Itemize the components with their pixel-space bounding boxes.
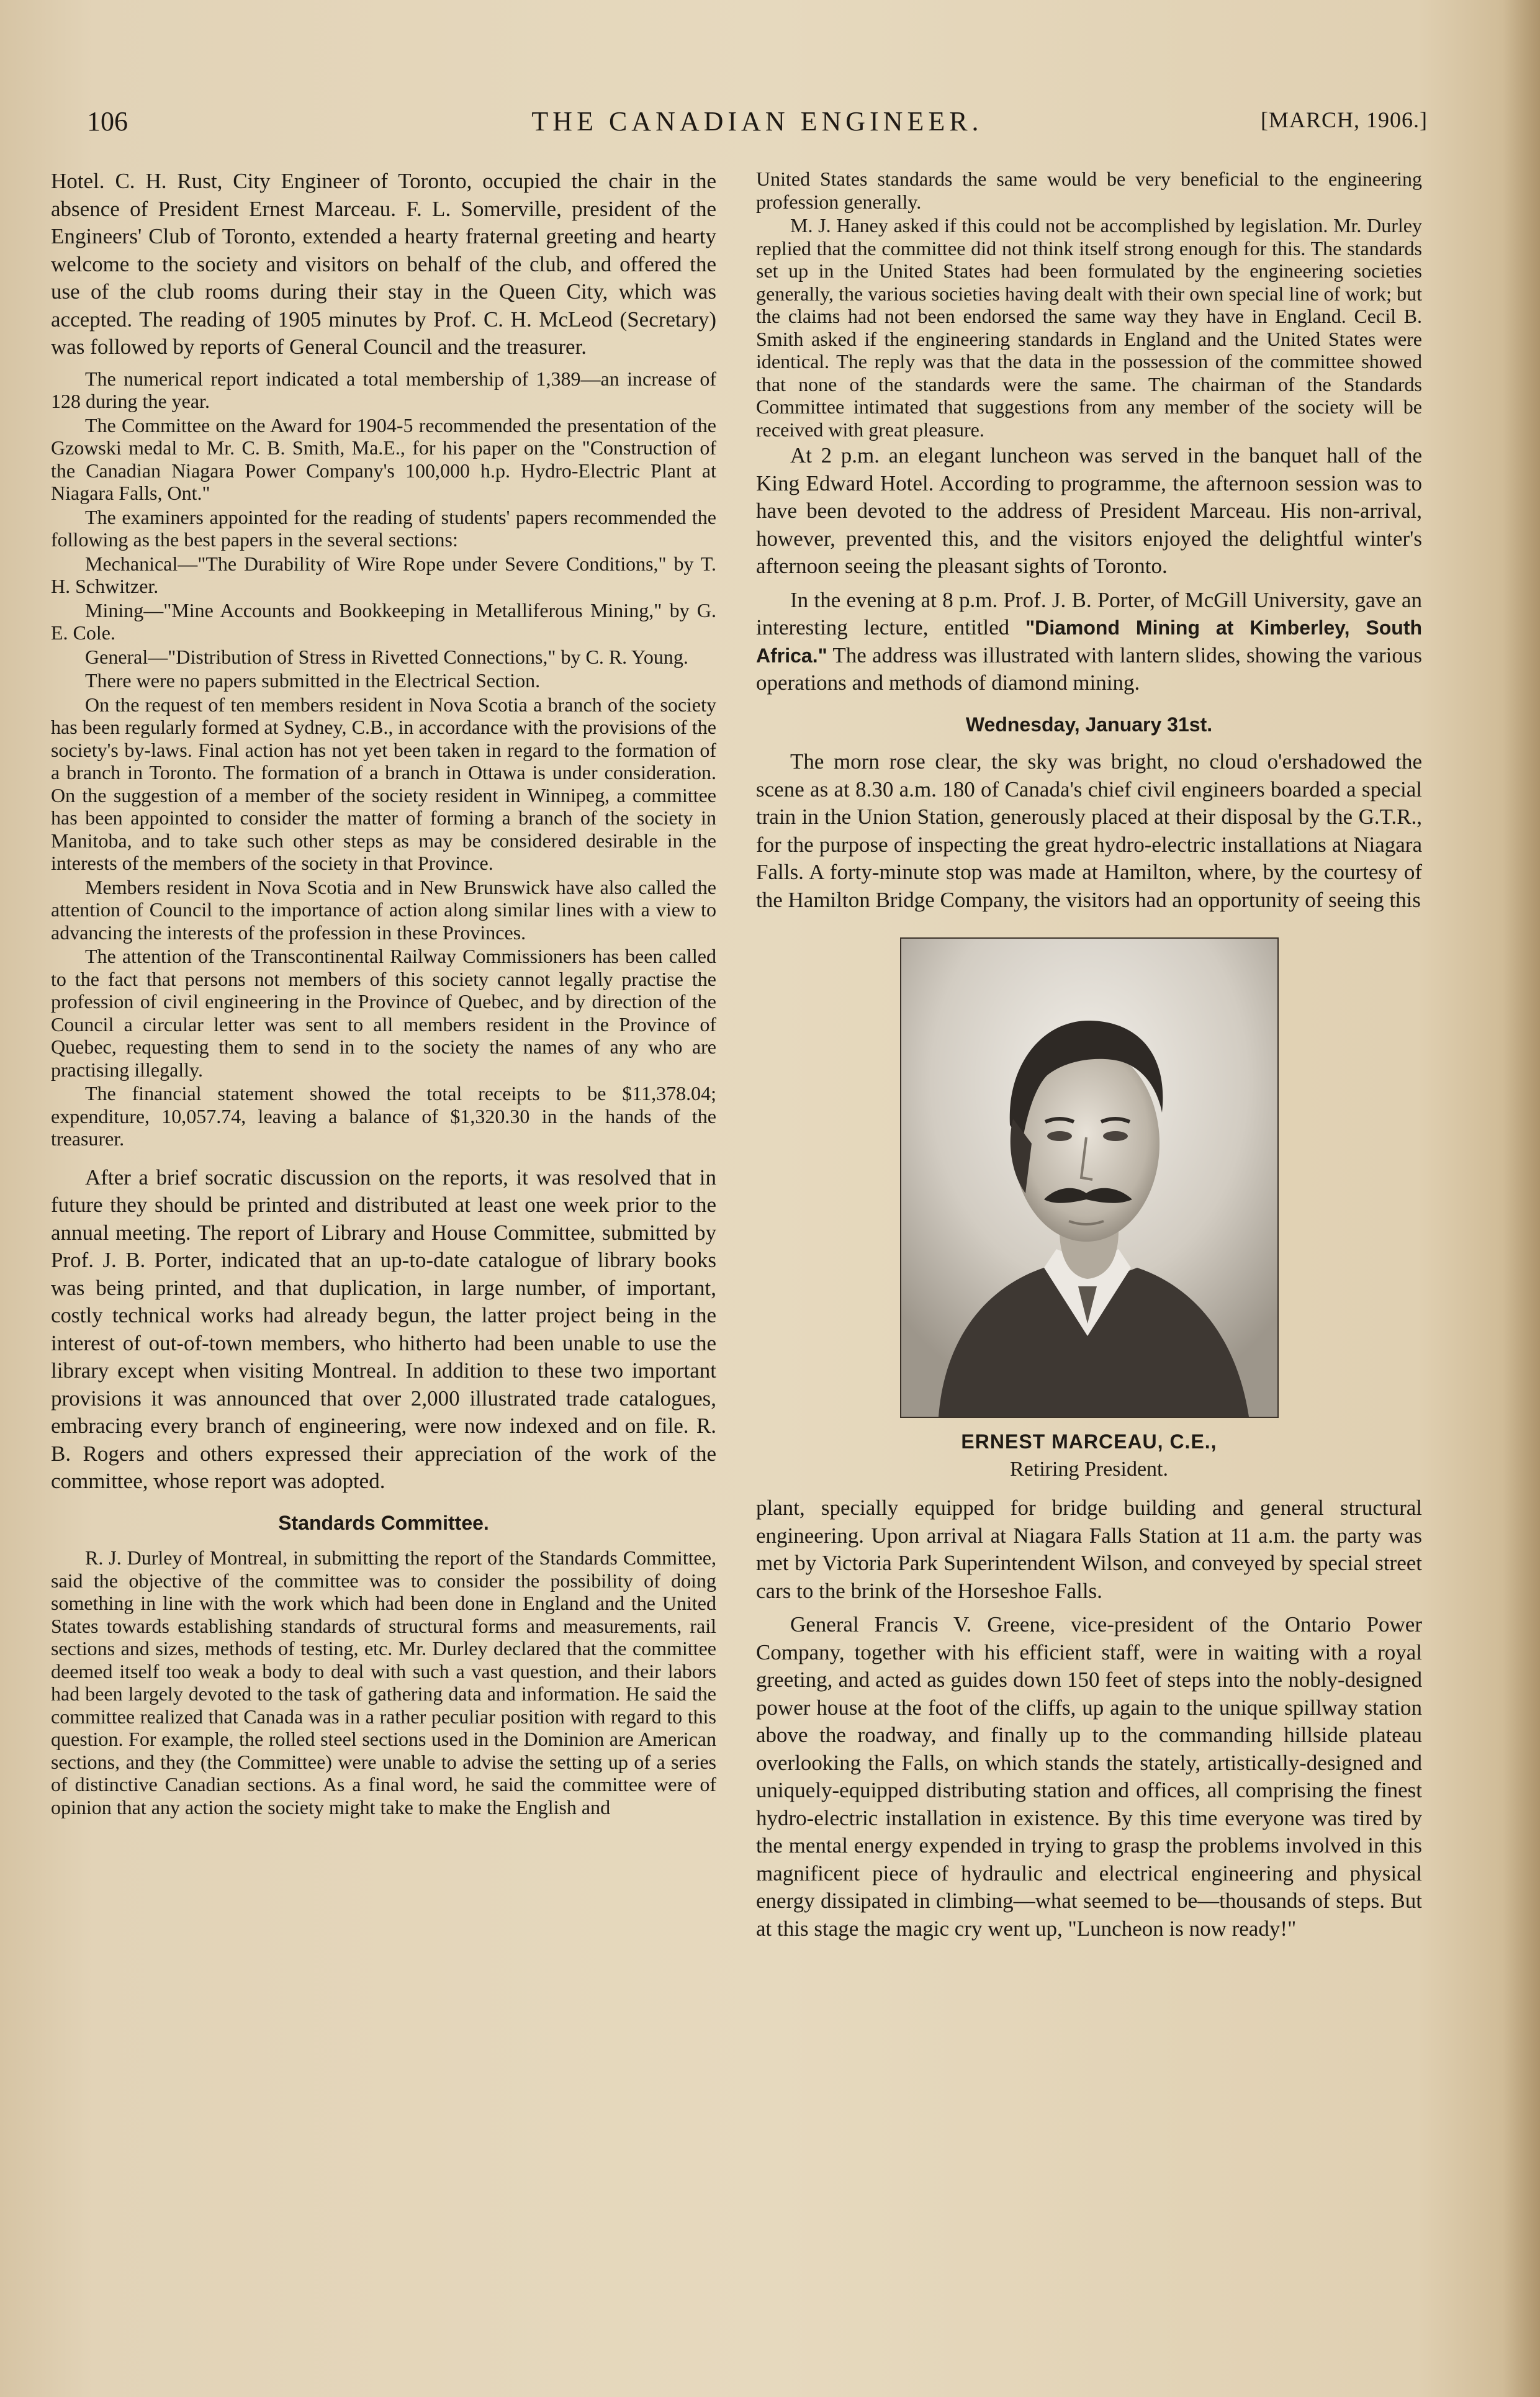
paragraph: R. J. Durley of Montreal, in submitting the report of the Standards Committee, said the objective of the committee was to consider the possibility of doing something in line with the work which had been done in England and the United States towards establishing standards of structural forms and measurements, rail sections and sizes, methods of testing, etc. Mr. Durley declared that the committee deemed itself too weak a body to deal with such a vast question, and their labors had been largely devoted to the task of gathering data and information. He said the committee realized that Canada was in a rather peculiar position with regard to this question. For example, the rolled steel sections used in the Dominion are American sections, and they (the Committee) were unable to advise the setting up of a series of distinctive Canadian sections. As a final word, he said the committee were of opinion that any action the society might take to make the English and	[51, 1546, 716, 1818]
paragraph: plant, specially equipped for bridge building and general structural engineering. Upon arrival at Niagara Falls Station at 11 a.m. the party was met by Victoria Park Superintendent Wilson, and conveyed by special street cars to the brink of the Horseshoe Falls.	[756, 1496, 1422, 1603]
section-heading-wednesday: Wednesday, January 31st.	[965, 713, 1213, 736]
paragraph: Mining—"Mine Accounts and Bookkeeping in Metalliferous Mining," by G. E. Cole.	[51, 598, 716, 644]
portrait-illustration	[901, 939, 1277, 1417]
paragraph-text: The address was illustrated with lantern slides, showing the various operations and methods of diamond mining.	[756, 643, 1423, 695]
lecture-title: "Diamond Mining at Kimberley, South Africa."	[756, 616, 1423, 667]
paragraph: The Committee on the Award for 1904-5 recommended the presentation of the Gzowski medal to Mr. C. B. Smith, Ma.E., for his paper on the "Construction of the Canadian Niagara Power Company's 100,000 h.p. Hydro-Electric Plant at Niagara Falls, Ont."	[51, 413, 716, 504]
paragraph	[756, 587, 1422, 697]
paragraph: Mechanical—"The Durability of Wire Rope under Severe Conditions," by T. H. Schwitzer.	[51, 552, 716, 597]
right-column	[756, 168, 1422, 1949]
portrait-photo	[900, 937, 1279, 1418]
left-column	[51, 168, 716, 1820]
paragraph: General Francis V. Greene, vice-president of the Ontario Power Company, together with his efficient staff, were in waiting with a royal greeting, and acted as guides down 150 feet of steps into the nobly-designed power house at the foot of the cliffs, up again to the unique spillway station above the roadway, and finally up to the commanding hillside plateau overlooking the Falls, on which stands the stately, artistically-designed and uniquely-equipped distributing station and offices, all comprising the finest hydro-electric installation in existence. By this time everyone was tired by the mental energy expended in trying to grasp the problems involved in this magnificent piece of hydraulic and electrical engineering and physical energy dissipated in climbing—what seemed to be—thousands of steps. But at this stage the magic cry went up, "Luncheon is now ready!"	[756, 1612, 1422, 1941]
section-heading-standards-committee: Standards Committee.	[278, 1511, 489, 1534]
paragraph: General—"Distribution of Stress in Rivetted Connections," by C. R. Young.	[85, 645, 688, 668]
portrait-figure	[900, 937, 1279, 1483]
paragraph: M. J. Haney asked if this could not be accomplished by legislation. Mr. Durley replied that the committee did not think itself strong enough for this. The standards set up in the United States had been formulated by the engineering societies generally, the various societies having dealt with their own special line of work; but the claims had not been endorsed the same way they have in England. Cecil B. Smith asked if the engineering standards in England and the United States were identical. The reply was that the data in the possession of the committee showed that none of the standards were the same. The chairman of the Standards Committee intimated that suggestions from any member of the society will be received with great pleasure.	[756, 214, 1422, 441]
paragraph-text: In the evening at 8 p.m. Prof. J. B. Porter, of McGill University, gave an interesting lecture, entitled	[756, 587, 1422, 639]
paragraph: Members resident in Nova Scotia and in New Brunswick have also called the attention of Council to the importance of action along similar lines with a view to advancing the interests of the profession in these Provinces.	[51, 875, 716, 944]
journal-title: THE CANADIAN ENGINEER.	[531, 106, 983, 137]
page-header	[87, 106, 1428, 149]
portrait-caption-role: Retiring President.	[1010, 1457, 1168, 1481]
paragraph: After a brief socratic discussion on the reports, it was resolved that in future they should be printed and distributed at least one week prior to the annual meeting. The report of Library and House Committee, submitted by Prof. J. B. Porter, indicated that an up-to-date catalogue of library books was being printed, and that duplication, in large number, of important, costly technical works had already begun, the latter project being in the interest of out-of-town members, who hitherto had been unable to use the library except when visiting Montreal. In addition to these two important provisions it was announced that over 2,000 illustrated trade catalogues, embracing every branch of engineering, were now indexed and on file. R. B. Rogers and others expressed their appreciation of the work of the committee, whose report was adopted.	[51, 1165, 716, 1493]
issue-date: [MARCH, 1906.]	[1260, 107, 1428, 132]
paragraph: Hotel. C. H. Rust, City Engineer of Toronto, occupied the chair in the absence of President Ernest Marceau. F. L. Somerville, president of the Engineers' Club of Toronto, extended a hearty fraternal greeting and hearty welcome to the society and visitors on behalf of the club, and offered the use of the club rooms during their stay in the Queen City, which was accepted. The reading of 1905 minutes by Prof. C. H. McLeod (Secretary) was followed by reports of General Council and the treasurer.	[51, 169, 716, 359]
page-number: 106	[87, 106, 128, 137]
paragraph: The morn rose clear, the sky was bright, no cloud o'ershadowed the scene as at 8.30 a.m. 180 of Canada's chief civil engineers boarded a special train in the Union Station, generously placed at their disposal by the G.T.R., for the purpose of inspecting the great hydro-electric installations at Niagara Falls. A forty-minute stop was made at Hamilton, where, by the courtesy of the Hamilton Bridge Company, the visitors had an opportunity of seeing this	[756, 749, 1422, 912]
paragraph: On the request of ten members resident in Nova Scotia a branch of the society has been regularly formed at Sydney, C.B., in accordance with the provisions of the society's by-laws. Final action has not yet been taken in regard to the formation of a branch in Toronto. The formation of a branch in Ottawa is under consideration. On the suggestion of a member of the society resident in Winnipeg, a committee has been appointed to consider the matter of forming a branch of the society in Manitoba, and to take such other steps as may be considered desirable in the interests of the members of the society in that Province.	[51, 693, 716, 874]
paragraph: The financial statement showed the total receipts to be $11,378.04; expenditure, 10,057.74, leaving a balance of $1,320.30 in the hands of the treasurer.	[51, 1082, 716, 1150]
paragraph: There were no papers submitted in the Electrical Section.	[85, 669, 541, 692]
paragraph: United States standards the same would be very beneficial to the engineering profession generally.	[756, 168, 1422, 213]
paragraph: The examiners appointed for the reading of students' papers recommended the following as the best papers in the several sections:	[51, 505, 716, 551]
page-spine-shadow	[1503, 0, 1540, 2397]
paragraph: At 2 p.m. an elegant luncheon was served in the banquet hall of the King Edward Hotel. According to programme, the afternoon session was to have been devoted to the address of President Marceau. His non-arrival, however, prevented this, and the visitors enjoyed the delightful winter's afternoon seeing the pleasant sights of Toronto.	[756, 443, 1422, 578]
paragraph: The attention of the Transcontinental Railway Commissioners has been called to the fact that persons not members of this society cannot legally practise the profession of civil engineering in the Province of Quebec, and by direction of the Council a circular letter was sent to all members resident in the Province of Quebec, requesting them to send in to the society the names of any who are practising illegally.	[51, 945, 716, 1081]
paragraph: The numerical report indicated a total membership of 1,389—an increase of 128 during the year.	[51, 367, 716, 412]
portrait-caption-name: ERNEST MARCEAU, C.E.,	[961, 1430, 1217, 1453]
